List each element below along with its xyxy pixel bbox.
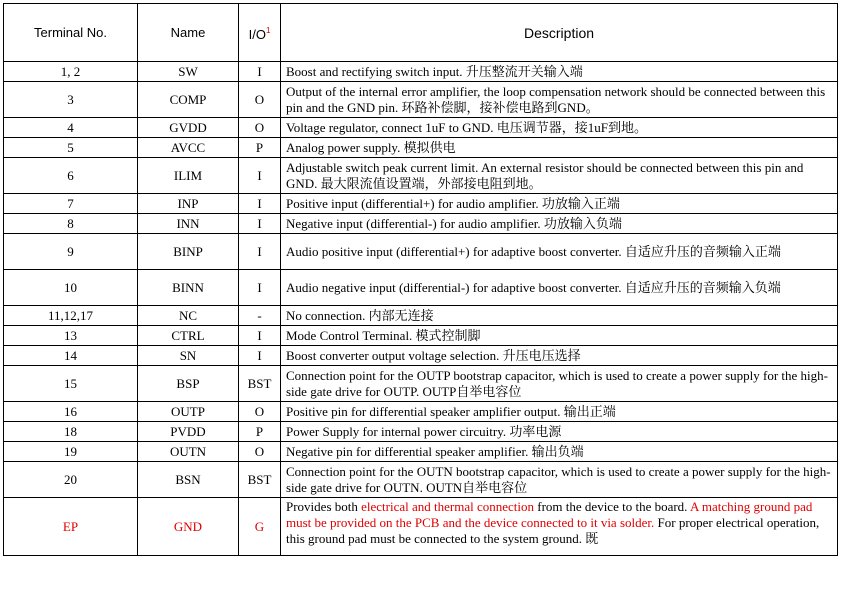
cell-name: SW [138,62,239,82]
table-row [4,62,838,82]
table-row [4,158,838,194]
table-row [4,306,838,326]
table-row [4,326,838,346]
table-row [4,346,838,366]
table-row [4,442,838,462]
header-io-label: I/O [248,26,266,42]
cell-terminal-no: 19 [4,442,138,462]
cell-description: Analog power supply. 模拟供电 [281,138,838,158]
cell-name: BINN [138,270,239,306]
table-header-row [4,4,838,62]
cell-terminal-no: EP [4,498,138,556]
cell-io: O [239,442,281,462]
cell-io: O [239,82,281,118]
header-io-footnote-mark: 1 [265,25,271,35]
pin-description-table [3,3,838,556]
cell-description [281,498,838,556]
cell-terminal-no: 14 [4,346,138,366]
cell-io: I [239,158,281,194]
cell-terminal-no: 8 [4,214,138,234]
cell-description: No connection. 内部无连接 [281,306,838,326]
cell-name: BSP [138,366,239,402]
cell-name: NC [138,306,239,326]
table-row [4,462,838,498]
cell-io: I [239,270,281,306]
ep-desc-highlight-1: electrical and thermal connection [361,499,535,514]
cell-io: I [239,234,281,270]
cell-io: I [239,194,281,214]
table-row [4,138,838,158]
table-row [4,366,838,402]
header-terminal-no: Terminal No. [4,4,138,62]
cell-io: I [239,346,281,366]
cell-io: O [239,402,281,422]
ep-desc-highlight-2: A matching ground pad must be provided on the PCB and the device connected to it via solder. [286,499,813,530]
table-row [4,214,838,234]
cell-io: G [239,498,281,556]
cell-description: Positive pin for differential speaker amplifier output. 输出正端 [281,402,838,422]
cell-description: Boost and rectifying switch input. 升压整流开关输入端 [281,62,838,82]
cell-name: COMP [138,82,239,118]
cell-terminal-no: 7 [4,194,138,214]
cell-name: OUTN [138,442,239,462]
cell-name: INP [138,194,239,214]
table-row-ep [4,498,838,556]
cell-terminal-no: 5 [4,138,138,158]
cell-terminal-no: 9 [4,234,138,270]
cell-name: GND [138,498,239,556]
header-name: Name [138,4,239,62]
cell-terminal-no: 3 [4,82,138,118]
cell-name: SN [138,346,239,366]
cell-terminal-no: 16 [4,402,138,422]
cell-description: Adjustable switch peak current limit. An external resistor should be connected between this pin and GND. 最大限流值设置端，外部接电阻到地。 [281,158,838,194]
cell-terminal-no: 6 [4,158,138,194]
cell-terminal-no: 20 [4,462,138,498]
ep-desc-text-2: from the device to the board. [534,499,690,514]
cell-name: PVDD [138,422,239,442]
header-description: Description [281,4,838,62]
cell-terminal-no: 4 [4,118,138,138]
cell-io: - [239,306,281,326]
cell-name: CTRL [138,326,239,346]
cell-terminal-no: 15 [4,366,138,402]
cell-description: Output of the internal error amplifier, the loop compensation network should be connected between this pin and the GND pin. 环路补偿脚，接补偿电路到GND。 [281,82,838,118]
table-row [4,82,838,118]
cell-terminal-no: 13 [4,326,138,346]
cell-description: Audio positive input (differential+) for adaptive boost converter. 自适应升压的音频输入正端 [281,234,838,270]
cell-description: Positive input (differential+) for audio amplifier. 功放输入正端 [281,194,838,214]
ep-desc-text-3: For proper electrical operation, this ground pad must be connected to the system ground. 既 [286,515,820,546]
header-io [239,4,281,62]
cell-terminal-no: 1, 2 [4,62,138,82]
cell-io: P [239,138,281,158]
cell-name: INN [138,214,239,234]
cell-description: Voltage regulator, connect 1uF to GND. 电压调节器，接1uF到地。 [281,118,838,138]
pin-description-table-wrapper [3,3,838,556]
cell-io: O [239,118,281,138]
cell-name: AVCC [138,138,239,158]
cell-description: Mode Control Terminal. 模式控制脚 [281,326,838,346]
cell-description: Connection point for the OUTN bootstrap capacitor, which is used to create a power supply for the high-side gate drive for OUTN. OUTN自举电容位 [281,462,838,498]
cell-description: Negative input (differential-) for audio amplifier. 功放输入负端 [281,214,838,234]
table-row [4,402,838,422]
cell-io: I [239,326,281,346]
table-row [4,270,838,306]
cell-io: I [239,214,281,234]
cell-terminal-no: 18 [4,422,138,442]
table-row [4,234,838,270]
cell-name: OUTP [138,402,239,422]
cell-name: GVDD [138,118,239,138]
cell-io: BST [239,366,281,402]
cell-io: P [239,422,281,442]
cell-description: Connection point for the OUTP bootstrap capacitor, which is used to create a power supply for the high-side gate drive for OUTP. OUTP自举电容位 [281,366,838,402]
cell-name: ILIM [138,158,239,194]
cell-io: BST [239,462,281,498]
cell-description: Audio negative input (differential-) for adaptive boost converter. 自适应升压的音频输入负端 [281,270,838,306]
cell-name: BINP [138,234,239,270]
cell-description: Power Supply for internal power circuitry. 功率电源 [281,422,838,442]
cell-description: Negative pin for differential speaker amplifier. 输出负端 [281,442,838,462]
cell-description: Boost converter output voltage selection. 升压电压选择 [281,346,838,366]
cell-terminal-no: 11,12,17 [4,306,138,326]
ep-desc-text-1: Provides both [286,499,362,514]
table-row [4,194,838,214]
table-row [4,118,838,138]
cell-name: BSN [138,462,239,498]
table-row [4,422,838,442]
cell-terminal-no: 10 [4,270,138,306]
cell-io: I [239,62,281,82]
